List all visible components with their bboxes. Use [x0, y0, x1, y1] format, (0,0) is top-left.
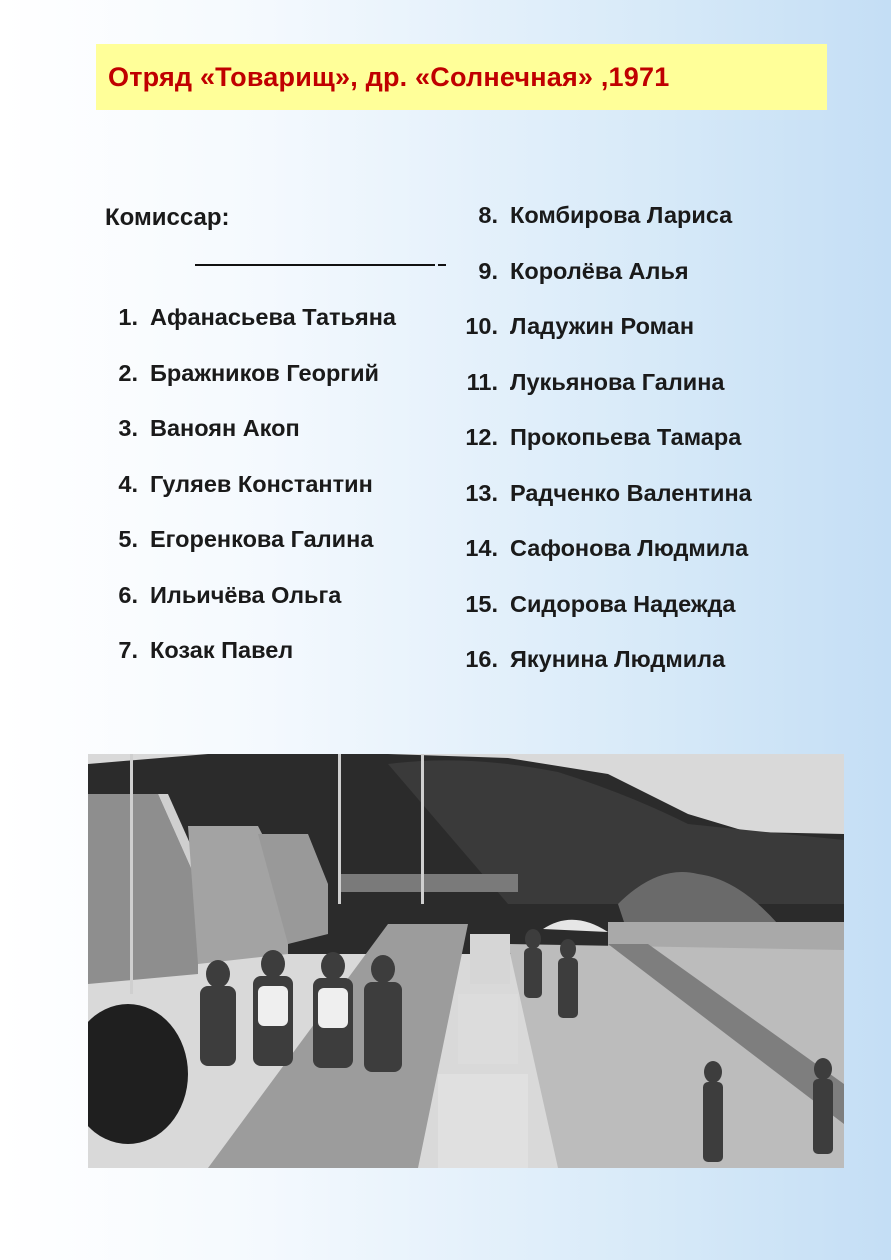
- list-item: [110, 360, 396, 416]
- member-name: Ладужин Роман: [510, 313, 695, 339]
- list-item: [110, 526, 396, 582]
- member-name: Ваноян Акоп: [150, 415, 300, 441]
- member-name: Радченко Валентина: [510, 479, 752, 506]
- item-number: 2.: [118, 359, 138, 386]
- item-number: 4.: [118, 470, 138, 497]
- member-list-right: [462, 202, 752, 702]
- item-number: 16.: [465, 646, 498, 672]
- member-name: Афанасьева Татьяна: [150, 304, 396, 330]
- list-item: [110, 637, 396, 693]
- list-item: [462, 424, 752, 480]
- list-item: [110, 304, 396, 360]
- member-list-left: [110, 304, 396, 693]
- list-item: [462, 313, 752, 369]
- list-item: [462, 591, 752, 647]
- list-item: [462, 202, 752, 258]
- item-number: 6.: [118, 581, 138, 608]
- list-item: [462, 535, 752, 591]
- list-item: [462, 646, 752, 702]
- item-number: 14.: [465, 535, 498, 561]
- item-number: 7.: [118, 637, 138, 663]
- commissar-blank-line: [195, 264, 435, 266]
- commissar-line-dash: [438, 264, 446, 266]
- member-name: Сафонова Людмила: [510, 535, 749, 561]
- list-item: [462, 258, 752, 314]
- member-name: Сидорова Надежда: [510, 590, 736, 617]
- member-name: Лукьянова Галина: [510, 368, 725, 395]
- member-name: Королёва Алья: [510, 257, 689, 284]
- member-name: Егоренкова Галина: [150, 526, 374, 552]
- item-number: 1.: [118, 304, 138, 330]
- list-item: [110, 415, 396, 471]
- member-name: Комбирова Лариса: [510, 202, 733, 228]
- camp-beach-photo: [88, 754, 844, 1168]
- commissar-label: Комиссар:: [105, 204, 230, 231]
- member-name: Прокопьева Тамара: [510, 424, 742, 450]
- item-number: 10.: [465, 313, 498, 339]
- member-name: Бражников Георгий: [150, 359, 379, 386]
- member-name: Гуляев Константин: [150, 470, 373, 497]
- item-number: 12.: [465, 424, 498, 450]
- page-title: Отряд «Товарищ», др. «Солнечная» ,1971: [108, 61, 670, 92]
- item-number: 13.: [465, 479, 498, 506]
- title-banner: [96, 44, 827, 110]
- member-name: Козак Павел: [150, 637, 294, 663]
- item-number: 3.: [118, 415, 138, 441]
- member-name: Ильичёва Ольга: [150, 581, 342, 608]
- item-number: 5.: [118, 526, 138, 552]
- list-item: [462, 369, 752, 425]
- photo-illustration: [88, 754, 844, 1168]
- item-number: 11.: [466, 368, 498, 395]
- list-item: [110, 471, 396, 527]
- list-item: [462, 480, 752, 536]
- item-number: 8.: [478, 202, 498, 228]
- list-item: [110, 582, 396, 638]
- item-number: 15.: [465, 590, 498, 617]
- item-number: 9.: [478, 257, 498, 284]
- member-name: Якунина Людмила: [510, 646, 726, 672]
